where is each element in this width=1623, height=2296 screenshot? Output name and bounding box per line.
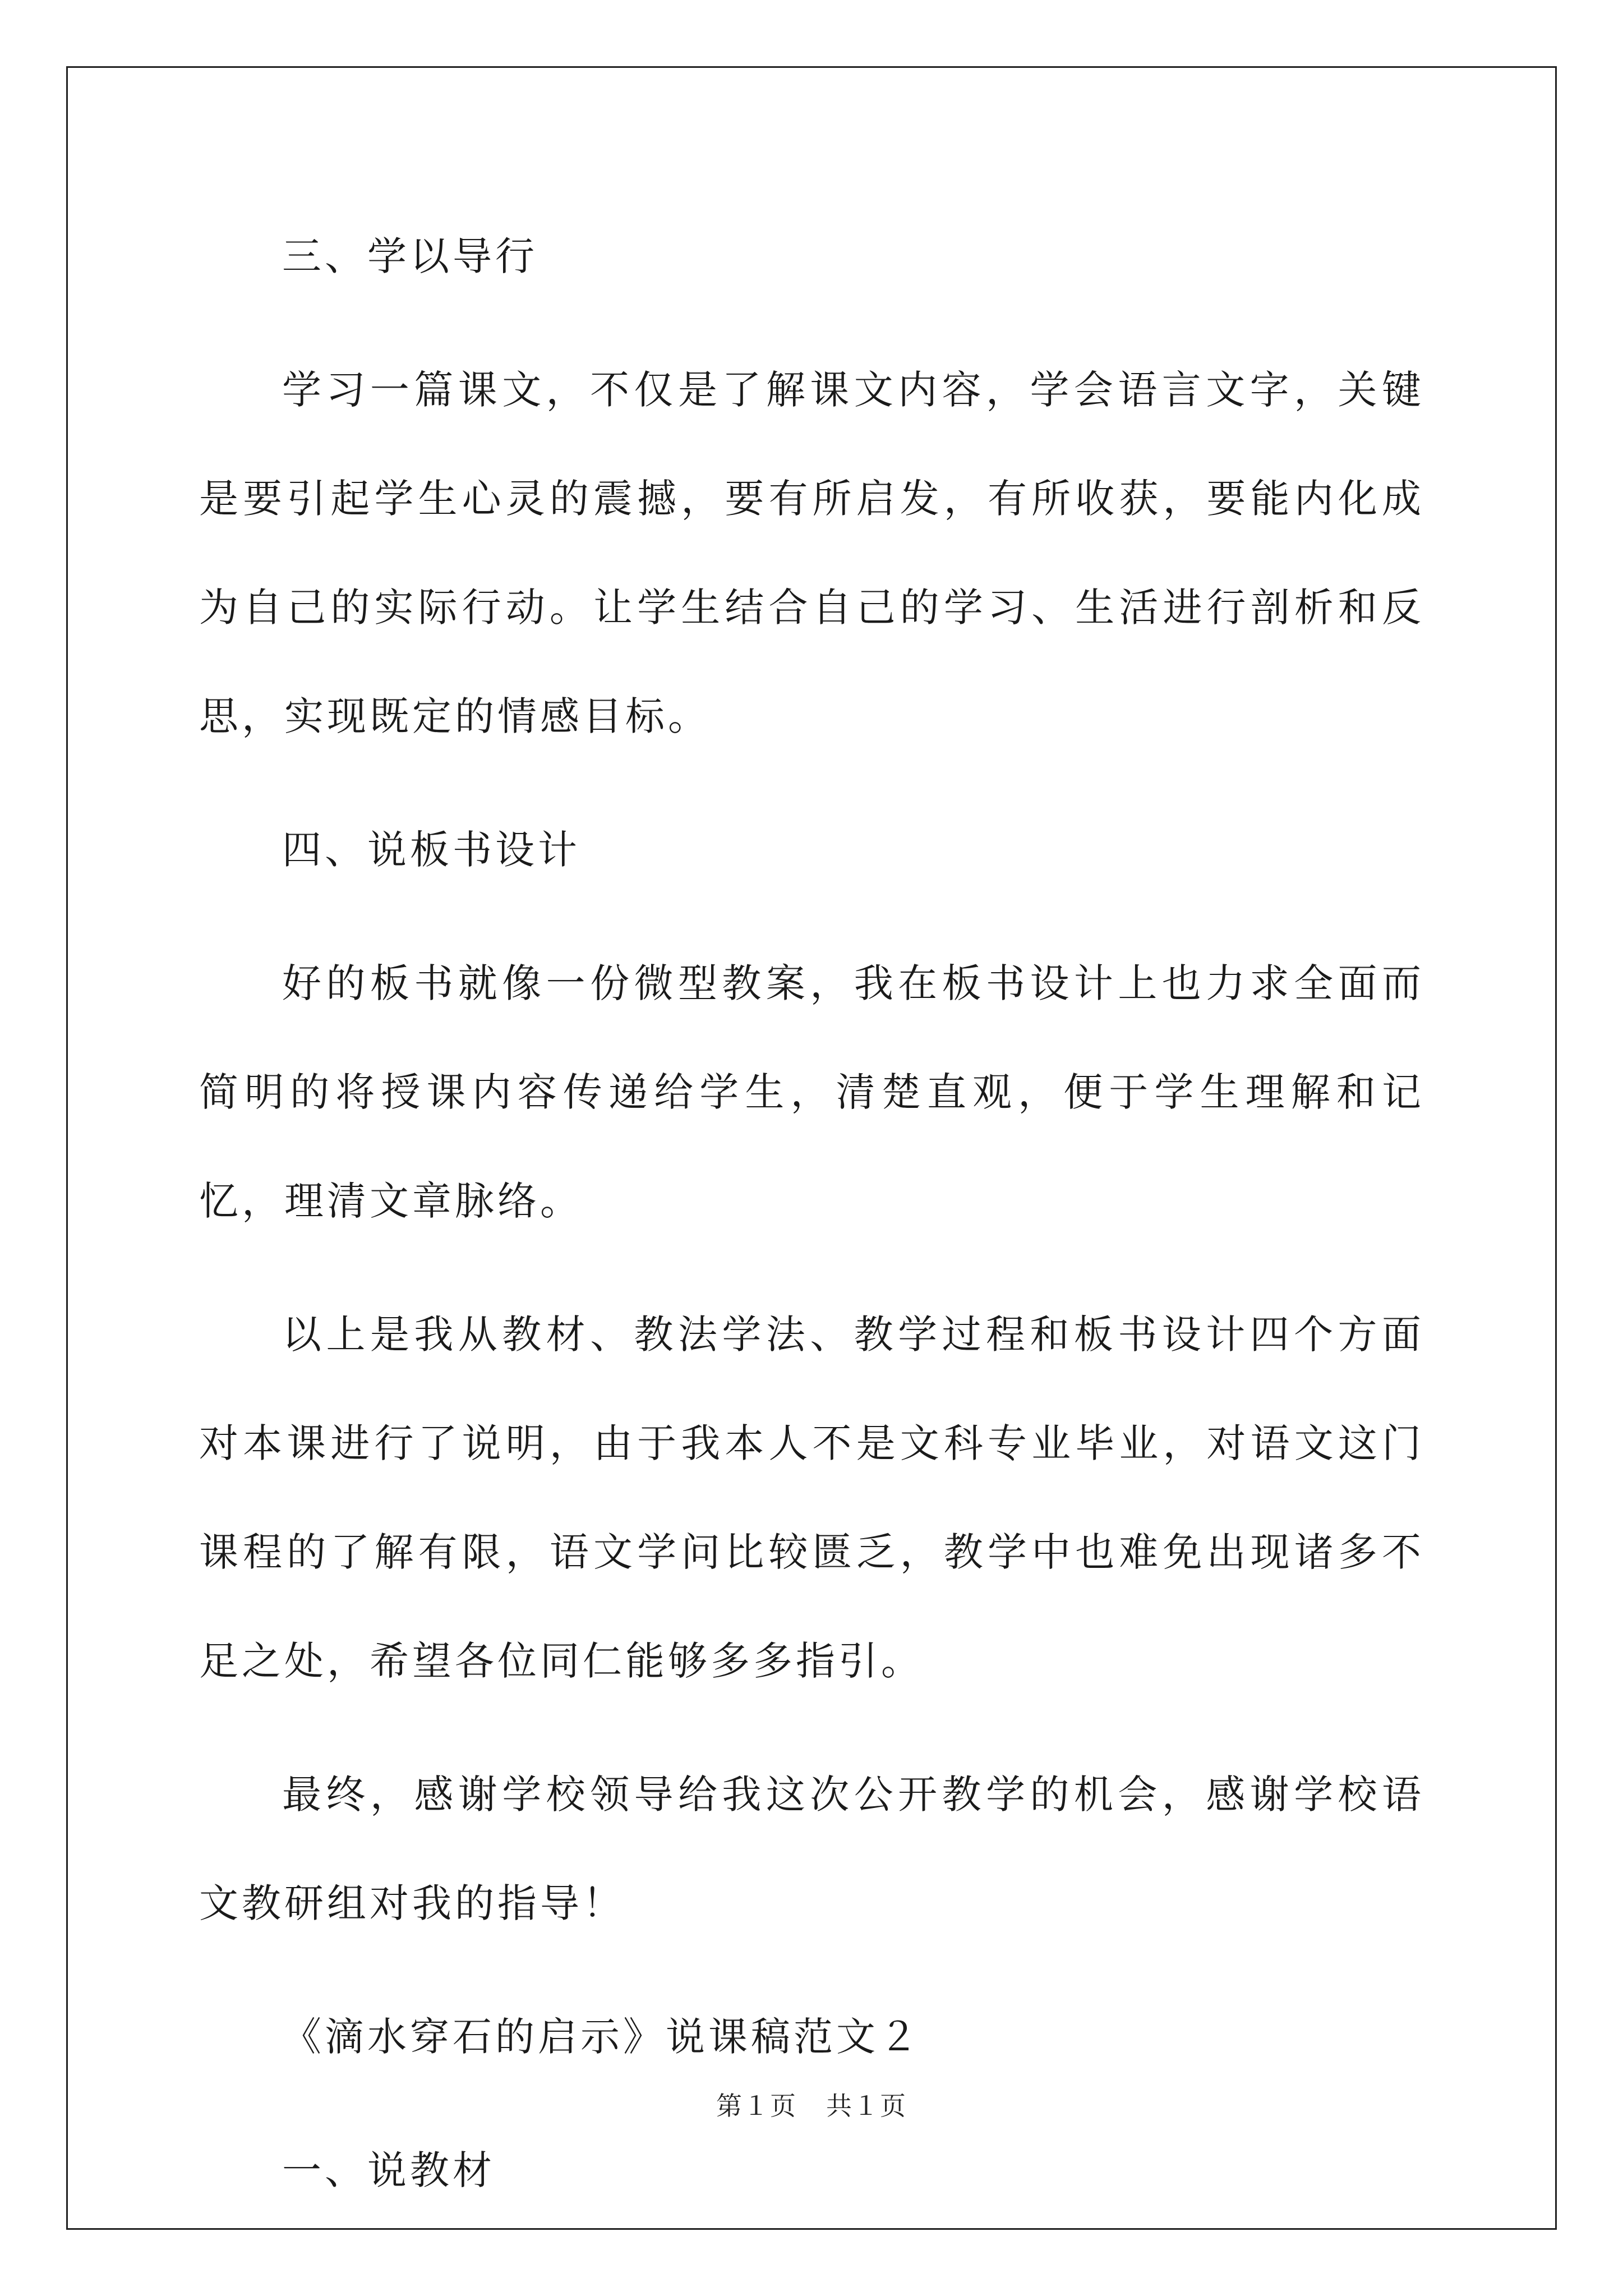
document-body — [199, 202, 1424, 2249]
page-number: 第１页 — [716, 2091, 797, 2121]
section-heading-1: 一、说教材 — [282, 2147, 495, 2193]
section-heading-3: 三、学以导行 — [282, 233, 538, 279]
section-heading-4: 四、说板书设计 — [282, 827, 580, 873]
article-title: 《滴水穿石的启示》说课稿范文２ — [282, 2014, 921, 2060]
body-paragraph: 好的板书就像一份微型教案，我在板书设计上也力求全面而简明的将授课内容传递给学生，清楚直观，便于学生理解和记忆，理清文章脉络。 — [199, 960, 1424, 1224]
page-total: 共１页 — [826, 2091, 907, 2121]
page-footer — [0, 2086, 1623, 2123]
body-paragraph: 最终，感谢学校领导给我这次公开教学的机会，感谢学校语文教研组对我的指导！ — [199, 1772, 1424, 1926]
body-paragraph: 学习一篇课文，不仅是了解课文内容，学会语言文字，关键是要引起学生心灵的震撼，要有所启发，有所收获，要能内化成为自己的实际行动。让学生结合自己的学习、生活进行剖析和反思，实现既定的情感目标。 — [199, 367, 1424, 739]
body-paragraph: 以上是我从教材、教法学法、教学过程和板书设计四个方面对本课进行了说明，由于我本人不是文科专业毕业，对语文这门课程的了解有限，语文学问比较匮乏，教学中也难免出现诸多不足之处，希望各位同仁能够多多指引。 — [199, 1312, 1424, 1684]
